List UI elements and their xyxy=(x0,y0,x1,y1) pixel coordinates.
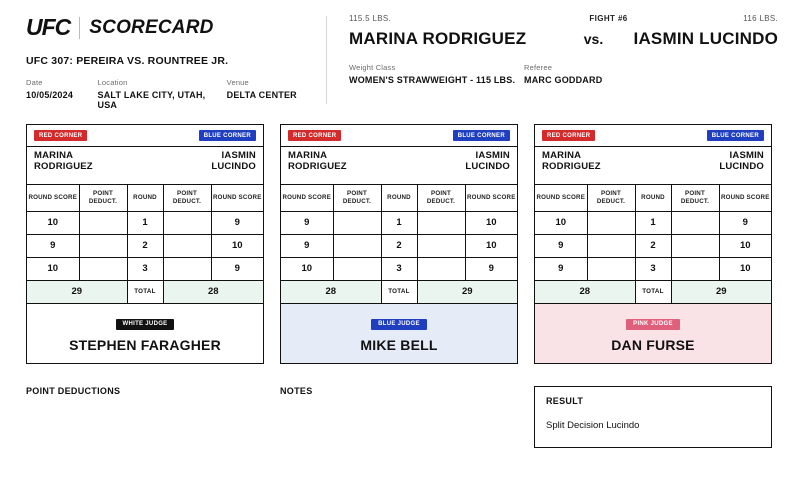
card-fighter-names xyxy=(281,147,517,185)
red-name-line1: MARINA xyxy=(34,150,74,161)
table-row xyxy=(535,234,771,257)
location-value: SALT LAKE CITY, UTAH, USA xyxy=(97,90,206,110)
round-number: 1 xyxy=(381,211,417,234)
red-round-score: 9 xyxy=(535,257,587,280)
red-total: 28 xyxy=(535,280,635,303)
blue-name-line2: LUCINDO xyxy=(719,160,764,172)
event-meta xyxy=(26,78,326,110)
score-table xyxy=(535,185,771,303)
total-label: TOTAL xyxy=(635,280,671,303)
red-corner-tag: RED CORNER xyxy=(542,130,595,141)
red-round-score: 9 xyxy=(27,234,79,257)
blue-point-deduct xyxy=(163,234,211,257)
weight-class-label: Weight Class xyxy=(349,63,396,72)
th-blue-round-score: ROUND SCORE xyxy=(720,193,770,201)
fight-top-row xyxy=(349,14,778,23)
corner-tags-row xyxy=(535,125,771,147)
result-label: RESULT xyxy=(546,396,584,406)
blue-corner-cell xyxy=(145,125,263,146)
blue-name-line1: IASMIN xyxy=(221,150,256,161)
blue-round-score: 9 xyxy=(211,257,263,280)
weight-class-row xyxy=(349,63,778,85)
judge-tag: WHITE JUDGE xyxy=(116,319,175,330)
judge-band xyxy=(27,303,263,363)
blue-name-line1: IASMIN xyxy=(475,150,510,161)
red-corner-cell xyxy=(27,125,145,146)
red-round-score: 9 xyxy=(281,234,333,257)
round-number: 3 xyxy=(381,257,417,280)
date-value: 10/05/2024 xyxy=(26,90,74,100)
total-row xyxy=(281,280,517,303)
venue-label: Venue xyxy=(226,78,249,87)
header xyxy=(0,0,804,110)
blue-round-score: 9 xyxy=(465,257,517,280)
red-name-line1: MARINA xyxy=(288,150,328,161)
blue-name-line1: IASMIN xyxy=(729,150,764,161)
blue-corner-tag: BLUE CORNER xyxy=(453,130,510,141)
th-blue-point-deduct: POINT DEDUCT. xyxy=(671,185,719,211)
blue-name-line2: LUCINDO xyxy=(465,160,510,172)
red-round-score: 9 xyxy=(281,211,333,234)
red-name-line1: MARINA xyxy=(542,150,582,161)
th-red-point-deduct: POINT DEDUCT. xyxy=(333,185,381,211)
blue-round-score: 10 xyxy=(719,234,771,257)
card-fighter-names xyxy=(535,147,771,185)
round-number: 2 xyxy=(635,234,671,257)
table-row xyxy=(27,211,263,234)
red-point-deduct xyxy=(79,211,127,234)
red-round-score: 10 xyxy=(535,211,587,234)
blue-fighter-name: IASMIN LUCINDO xyxy=(633,29,778,48)
round-number: 2 xyxy=(127,234,163,257)
red-point-deduct xyxy=(79,234,127,257)
blue-point-deduct xyxy=(417,234,465,257)
result-box xyxy=(534,386,772,448)
footer xyxy=(0,364,804,448)
score-table xyxy=(281,185,517,303)
red-corner-cell xyxy=(281,125,399,146)
date-label: Date xyxy=(26,78,43,87)
judge-name: STEPHEN FARAGHER xyxy=(69,337,221,353)
blue-round-score: 9 xyxy=(719,211,771,234)
red-fighter-name: MARINA RODRIGUEZ xyxy=(349,29,527,48)
th-red-round-score: ROUND SCORE xyxy=(281,185,333,211)
red-round-score: 10 xyxy=(281,257,333,280)
red-total: 29 xyxy=(27,280,127,303)
blue-round-score: 9 xyxy=(211,211,263,234)
red-round-score: 10 xyxy=(27,257,79,280)
blue-point-deduct xyxy=(671,257,719,280)
blue-round-score: 10 xyxy=(719,257,771,280)
th-round: ROUND xyxy=(127,185,163,211)
blue-point-deduct xyxy=(163,211,211,234)
blue-total: 29 xyxy=(671,280,771,303)
blue-point-deduct xyxy=(671,234,719,257)
blue-fighter-card-name xyxy=(145,147,263,184)
judge-cards xyxy=(0,110,804,364)
versus-label: vs. xyxy=(583,31,604,47)
table-row xyxy=(27,234,263,257)
blue-fighter-card-name xyxy=(399,147,517,184)
round-number: 2 xyxy=(381,234,417,257)
scorecard-label: SCORECARD xyxy=(89,16,214,38)
blue-point-deduct xyxy=(417,211,465,234)
point-deductions-section xyxy=(26,386,264,448)
blue-round-score: 10 xyxy=(465,234,517,257)
blue-total: 28 xyxy=(163,280,263,303)
th-round: ROUND xyxy=(635,185,671,211)
th-blue-point-deduct: POINT DEDUCT. xyxy=(163,185,211,211)
blue-fighter-card-name xyxy=(653,147,771,184)
referee xyxy=(524,63,699,85)
judge-card xyxy=(26,124,264,364)
red-total: 28 xyxy=(281,280,381,303)
score-table xyxy=(27,185,263,303)
location-label: Location xyxy=(97,78,128,87)
judge-tag: PINK JUDGE xyxy=(626,319,680,330)
judge-tag: BLUE JUDGE xyxy=(371,319,427,330)
red-name-line2: RODRIGUEZ xyxy=(542,160,601,172)
blue-corner-cell xyxy=(399,125,517,146)
red-point-deduct xyxy=(333,257,381,280)
point-deductions-label: POINT DEDUCTIONS xyxy=(26,386,121,396)
corner-tags-row xyxy=(27,125,263,147)
th-round: ROUND xyxy=(381,185,417,211)
red-point-deduct xyxy=(79,257,127,280)
round-number: 1 xyxy=(635,211,671,234)
blue-name-line2: LUCINDO xyxy=(211,160,256,172)
meta-date xyxy=(26,78,98,110)
notes-section xyxy=(280,386,518,448)
fight-number: FIGHT #6 xyxy=(589,14,628,23)
blue-point-deduct xyxy=(671,211,719,234)
meta-venue xyxy=(227,78,326,110)
blue-round-score: 10 xyxy=(465,211,517,234)
corner-tags-row xyxy=(281,125,517,147)
red-weight: 115.5 LBS. xyxy=(349,14,391,23)
red-round-score: 9 xyxy=(535,234,587,257)
brand xyxy=(26,14,326,41)
red-point-deduct xyxy=(333,234,381,257)
table-row xyxy=(281,234,517,257)
red-corner-cell xyxy=(535,125,653,146)
table-row xyxy=(535,211,771,234)
red-fighter-card-name xyxy=(535,147,653,184)
blue-point-deduct xyxy=(417,257,465,280)
meta-location xyxy=(98,78,227,110)
weight-class-value: WOMEN'S STRAWWEIGHT - 115 LBS. xyxy=(349,75,516,85)
th-red-point-deduct: POINT DEDUCT. xyxy=(79,185,127,211)
notes-label: NOTES xyxy=(280,386,313,396)
blue-corner-cell xyxy=(653,125,771,146)
red-round-score: 10 xyxy=(27,211,79,234)
round-number: 3 xyxy=(127,257,163,280)
total-label: TOTAL xyxy=(381,280,417,303)
venue-value: DELTA CENTER xyxy=(226,90,297,100)
blue-round-score: 10 xyxy=(211,234,263,257)
blue-total: 29 xyxy=(417,280,517,303)
fighters-row xyxy=(349,29,778,49)
ufc-logo: UFC xyxy=(26,14,71,40)
red-name-line2: RODRIGUEZ xyxy=(288,160,347,172)
table-row xyxy=(281,211,517,234)
red-point-deduct xyxy=(587,211,635,234)
th-red-point-deduct: POINT DEDUCT. xyxy=(587,185,635,211)
table-row xyxy=(281,257,517,280)
blue-weight: 116 LBS. xyxy=(743,14,778,23)
table-row xyxy=(27,257,263,280)
result-value: Split Decision Lucindo xyxy=(546,420,640,431)
header-right xyxy=(349,14,778,110)
judge-name: DAN FURSE xyxy=(611,337,695,353)
th-red-round-score: ROUND SCORE xyxy=(27,185,79,211)
table-row xyxy=(535,257,771,280)
round-number: 1 xyxy=(127,211,163,234)
referee-label: Referee xyxy=(524,63,553,72)
total-row xyxy=(535,280,771,303)
red-corner-tag: RED CORNER xyxy=(34,130,87,141)
th-red-round-score: ROUND SCORE xyxy=(535,185,587,211)
red-fighter-card-name xyxy=(27,147,145,184)
red-corner-tag: RED CORNER xyxy=(288,130,341,141)
round-number: 3 xyxy=(635,257,671,280)
th-blue-point-deduct: POINT DEDUCT. xyxy=(417,185,465,211)
th-blue-round-score: ROUND SCORE xyxy=(466,193,516,201)
red-name-line2: RODRIGUEZ xyxy=(34,160,93,172)
blue-corner-tag: BLUE CORNER xyxy=(707,130,764,141)
header-left xyxy=(26,14,326,110)
total-label: TOTAL xyxy=(127,280,163,303)
header-divider xyxy=(326,16,327,104)
event-title: UFC 307: PEREIRA VS. ROUNTREE JR. xyxy=(26,55,229,67)
blue-corner-tag: BLUE CORNER xyxy=(199,130,256,141)
judge-card xyxy=(534,124,772,364)
result-section xyxy=(534,386,772,448)
judge-band xyxy=(281,303,517,363)
red-point-deduct xyxy=(333,211,381,234)
brand-divider xyxy=(79,17,80,39)
blue-point-deduct xyxy=(163,257,211,280)
th-blue-round-score: ROUND SCORE xyxy=(212,193,262,201)
card-fighter-names xyxy=(27,147,263,185)
red-point-deduct xyxy=(587,257,635,280)
judge-band xyxy=(535,303,771,363)
judge-card xyxy=(280,124,518,364)
red-point-deduct xyxy=(587,234,635,257)
weight-class xyxy=(349,63,524,85)
red-fighter-card-name xyxy=(281,147,399,184)
judge-name: MIKE BELL xyxy=(360,337,438,353)
total-row xyxy=(27,280,263,303)
referee-value: MARC GODDARD xyxy=(524,75,603,85)
